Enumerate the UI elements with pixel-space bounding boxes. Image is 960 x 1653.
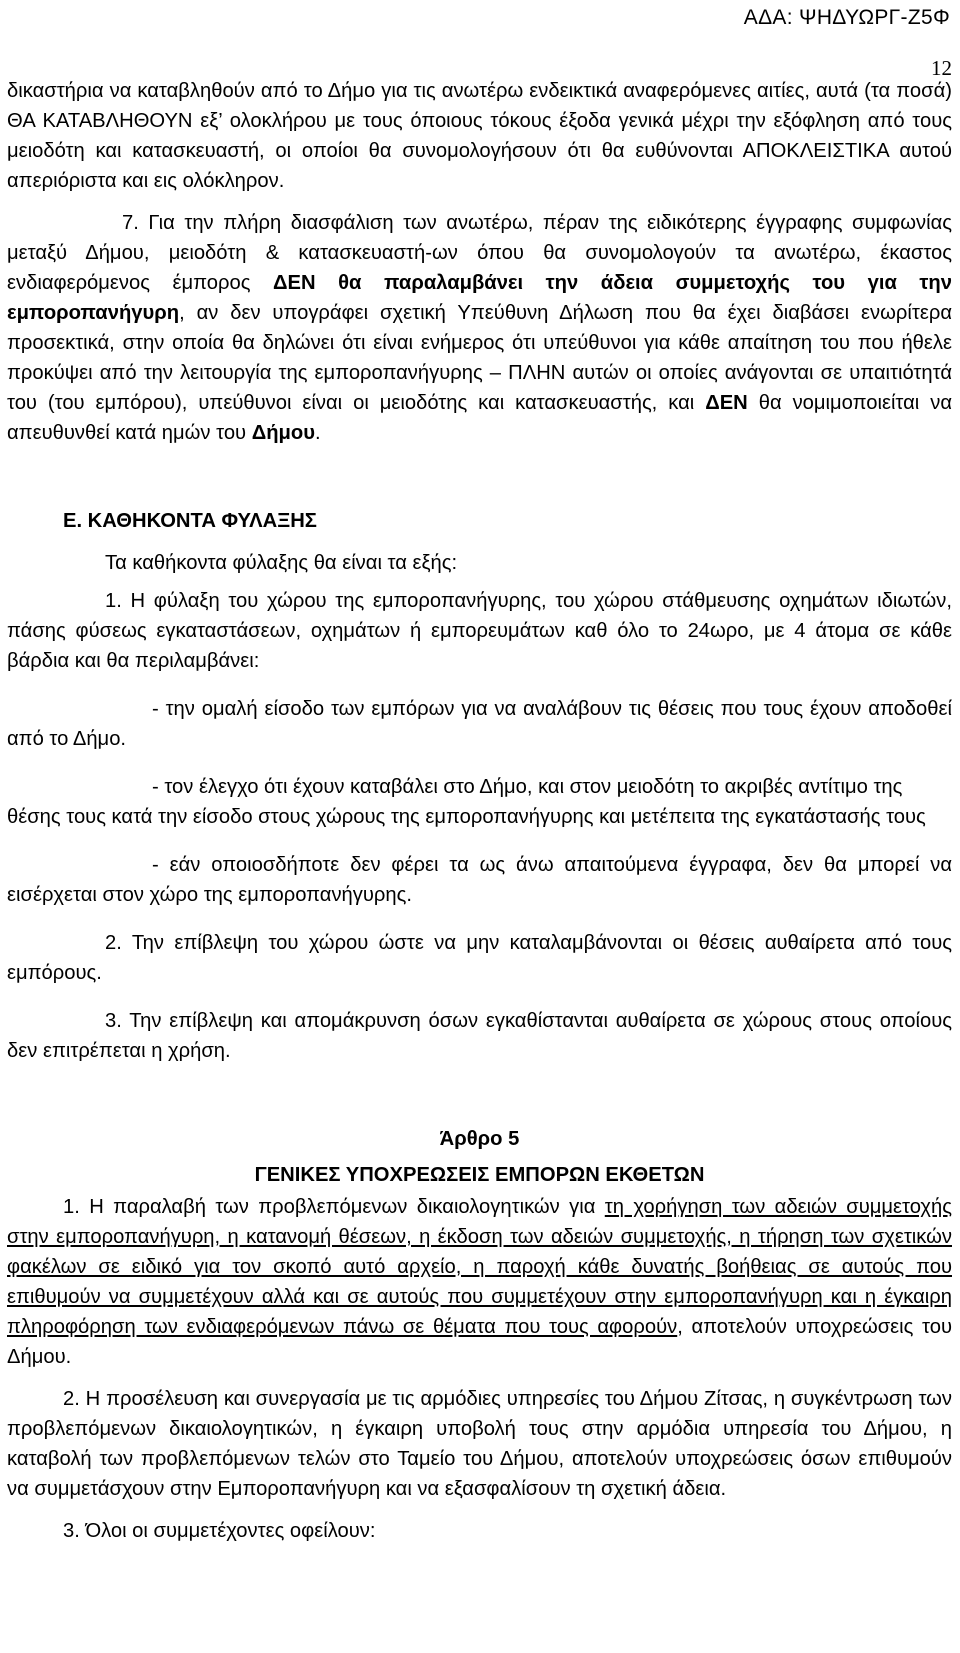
section-e-intro: Τα καθήκοντα φύλαξης θα είναι τα εξής: <box>105 552 458 574</box>
paragraph-7-tail: . <box>314 422 321 444</box>
paragraph-7-mid: , αν δεν υπογράφει σχετική Υπεύθυνη Δήλωση που θα έχει διαβάσει ενωρίτερα προσεκτικά, στην οποία θα δηλώνει ότι είναι ενήμερος ότι υπεύθυνοι για κάθε απαίτηση του που ήθελε προκύψει από την λειτουργία της εμποροπανήγυρης – ΠΛΗΝ αυτών οι οποίες ανάγονται σε υπαιτιότητά του (του εμπόρου), υπεύθυνοι είναι οι μειοδότης και κατασκευαστής, και <box>7 302 952 414</box>
article-5-item-1 <box>7 1192 952 1372</box>
article-5-item-2: 2. Η προσέλευση και συνεργασία με τις αρμόδιες υπηρεσίες του Δήμου Ζίτσας, η συγκέντρωση των προβλεπόμενων δικαιολογητικών, η έγκαιρη υποβολή τους στην αρμόδια υπηρεσία του Δήμου, η καταβολή των προβλεπόμενων τελών στο Ταμείο του Δήμου, αποτελούν υποχρεώσεις όσων επιθυμούν να συμμετάσχουν στην Εμποροπανήγυρη και να εξασφαλίσουν τη σχετική άδεια. <box>7 1388 952 1500</box>
section-e-title: Ε. ΚΑΘΗΚΟΝΤΑ ΦΥΛΑΞΗΣ <box>63 510 317 532</box>
paragraph-7-bold-1: ΔΕΝ θα παραλαμβάνει την άδεια συμμετοχής του για την εμποροπανήγυρη <box>7 272 952 324</box>
paragraph-7-bold-2: ΔΕΝ <box>705 392 748 414</box>
article-5-item-3: 3. Όλοι οι συμμετέχοντες οφείλουν: <box>63 1520 376 1542</box>
paragraph-7-end: θα νομιμοποιείται να απευθυνθεί κατά ημών του <box>7 392 952 444</box>
article-5-item-1-start: 1. Η παραλαβή των προβλεπόμενων δικαιολογητικών για <box>63 1196 605 1218</box>
section-e-dash-1: - την ομαλή είσοδο των εμπόρων για να αναλάβουν τις θέσεις που τους έχουν αποδοθεί από το Δήμο. <box>7 698 952 750</box>
page-number: 12 <box>931 56 952 80</box>
ada-code: ΑΔΑ: ΨΗΔΥΩΡΓ-Ζ5Φ <box>743 6 950 29</box>
article-5-subtitle: ΓΕΝΙΚΕΣ ΥΠΟΧΡΕΩΣΕΙΣ ΕΜΠΟΡΩΝ ΕΚΘΕΤΩΝ <box>254 1164 705 1186</box>
paragraph-7-bold-3: Δήμου <box>251 422 315 444</box>
article-5-item-1-end: , αποτελούν υποχρεώσεις του Δήμου. <box>7 1316 952 1368</box>
article-5-title: Άρθρο 5 <box>439 1128 520 1150</box>
document-body <box>7 76 952 1546</box>
section-e-dash-2: - τον έλεγχο ότι έχουν καταβάλει στο Δήμο, και στον μειοδότη το ακριβές αντίτιμο της θέσης τους κατά την είσοδο στους χώρους της εμποροπανήγυρης και μετέπειτα της εγκατάστασής τους <box>7 776 926 828</box>
paragraph-7-start: 7. Για την πλήρη διασφάλιση των ανωτέρω, πέραν της ειδικότερης έγγραφης συμφωνίας μεταξύ Δήμου, μειοδότη & κατασκευαστή-ων όπου θα συνομολογούν τα ανωτέρω, έκαστος ενδιαφερόμενος έμπορος <box>7 212 952 294</box>
section-e-item-3: 3. Την επίβλεψη και απομάκρυνση όσων εγκαθίστανται αυθαίρετα σε χώρους στους οποίους δεν επιτρέπεται η χρήση. <box>7 1010 952 1062</box>
section-e-item-2: 2. Την επίβλεψη του χώρου ώστε να μην καταλαμβάνονται οι θέσεις αυθαίρετα από τους εμπόρους. <box>7 932 952 984</box>
section-e-dash-3: - εάν οποιοσδήποτε δεν φέρει τα ως άνω απαιτούμενα έγγραφα, δεν θα μπορεί να εισέρχεται στον χώρο της εμποροπανήγυρης. <box>7 854 952 906</box>
section-e-item-1: 1. Η φύλαξη του χώρου της εμποροπανήγυρης, του χώρου στάθμευσης οχημάτων ιδιωτών, πάσης φύσεως εγκαταστάσεων, οχημάτων ή εμπορευμάτων καθ όλο το 24ωρο, με 4 άτομα σε κάθε βάρδια και θα περιλαμβάνει: <box>7 590 952 672</box>
article-5-item-1-underlined: τη χορήγηση των αδειών συμμετοχής στην εμποροπανήγυρη, η κατανομή θέσεων, η έκδοση των αδειών συμμετοχής, η τήρηση των σχετικών φακέλων σε ειδικό για τον σκοπό αυτό αρχείο, η παροχή κάθε δυνατής βοήθειας σε αυτούς που επιθυμούν να συμμετέχουν αλλά και σε αυτούς που συμμετέχουν στην εμποροπανήγυρη και η έγκαιρη πληροφόρηση των ενδιαφερόμενων πάνω σε θέματα που τους αφορούν <box>7 1196 952 1338</box>
paragraph-intro: δικαστήρια να καταβληθούν από το Δήμο για τις ανωτέρω ενδεικτικά αναφερόμενες αιτίες, αυτά (τα ποσά) ΘΑ ΚΑΤΑΒΛΗΘΟΥΝ εξ’ ολοκλήρου με τους όποιους τόκους έξοδα γενικά μέχρι την εξόφληση από τους μειοδότη και κατασκευαστή, οι οποίοι θα συνομολογήσουν ότι θα ευθύνονται ΑΠΟΚΛΕΙΣΤΙΚΑ αυτού απεριόριστα και εις ολόκληρον. <box>7 80 952 192</box>
paragraph-7 <box>7 208 952 448</box>
